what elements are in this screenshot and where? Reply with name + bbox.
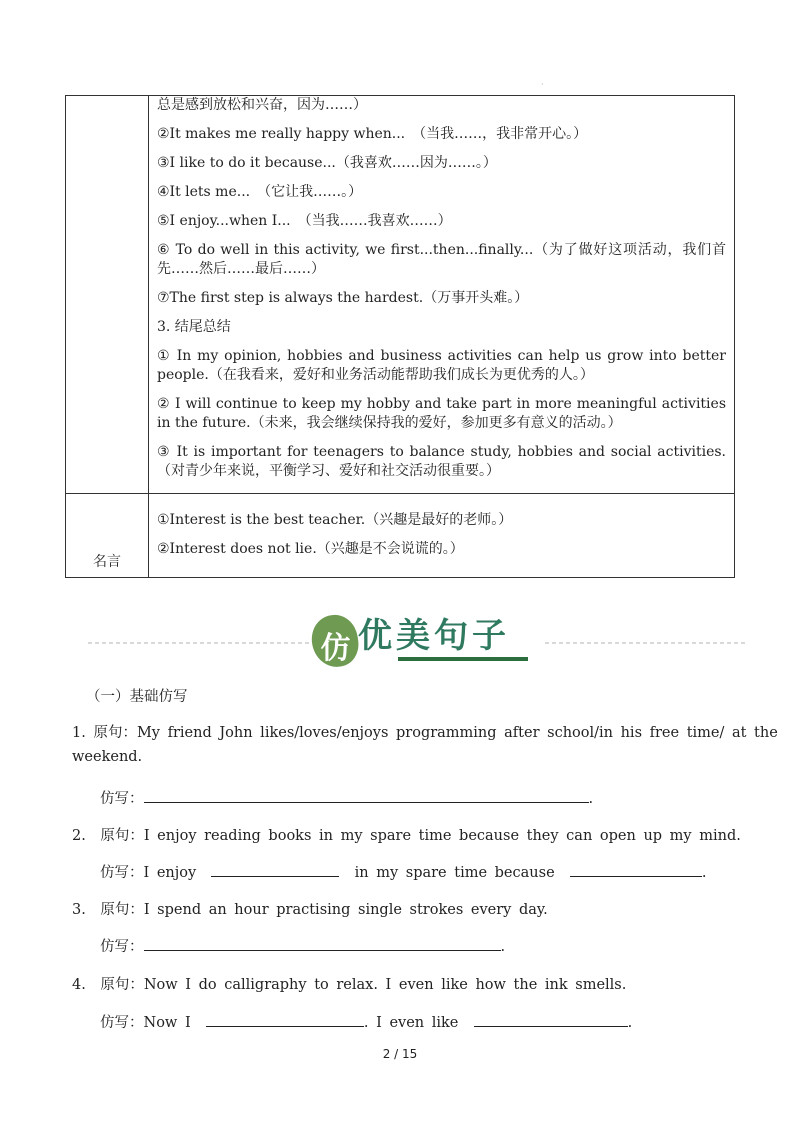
answer-blank[interactable] [144,788,589,803]
table-label-cell: 名言 [66,494,149,578]
table-content-cell [149,494,735,578]
dashed-divider [545,642,748,644]
section-heading [0,600,800,680]
phrase-line: ① In my opinion, hobbies and business activities can help us grow into better people.（在我看来，爱好和业务活动能帮助我们成长为更优秀的人。） [157,348,726,383]
imitate-text: . I even like [363,1015,459,1031]
badge-char: 仿 [320,630,351,666]
imitate-label: 仿写： [100,939,144,955]
imitate-text: in my spare time because [354,865,555,881]
table-row [66,494,735,578]
phrase-line: ② I will continue to keep my hobby and take part in more meaningful activities in the future.（未来，我会继续保持我的爱好，参加更多有意义的活动。） [157,396,726,431]
imitate-end: . [500,939,506,955]
title-underline [398,657,528,661]
page-number: 2 / 15 [382,1047,418,1061]
table-label-cell [66,96,149,494]
section-title: 优美句子 [358,616,510,656]
answer-blank[interactable] [474,1012,628,1027]
table-row [66,96,735,494]
original-text: I enjoy reading books in my spare time because they can open up my mind. [143,828,741,844]
quote-line: ②Interest does not lie.（兴趣是不会说谎的。） [157,541,464,557]
imitate-end: . [588,791,594,807]
phrase-line: ③I like to do it because...（我喜欢……因为……。） [157,155,497,171]
exercise-original-cont: weekend. [72,749,143,765]
answer-blank[interactable] [570,862,702,877]
imitate-label: 仿写： [100,1015,144,1031]
imitate-end: . [627,1015,633,1031]
original-text: My friend John likes/loves/enjoys programming after school/in his free time/ at the [136,725,778,741]
quote-line: ①Interest is the best teacher.（兴趣是最好的老师。） [157,512,513,528]
phrase-line: ⑤I enjoy...when I... （当我……我喜欢……） [157,213,452,229]
imitate-label: 仿写： [100,865,144,881]
original-text: Now I do calligraphy to relax. I even like how the ink smells. [143,977,627,993]
exercise-imitate [100,787,593,808]
exercise-imitate [100,935,505,956]
exercise-imitate [100,1011,632,1032]
phrase-line: ②It makes me really happy when... （当我……，我非常开心。） [157,126,588,142]
imitate-label: 仿写： [100,791,144,807]
exercise-original [72,824,741,845]
table-content-cell [149,96,735,494]
phrase-line: 总是感到放松和兴奋，因为……） [157,97,367,113]
phrase-line: ③ It is important for teenagers to balance study, hobbies and social activities.（对青少年来说，平衡学习、爱好和社交活动很重要。） [157,444,726,479]
section-subheading: 3. 结尾总结 [157,319,231,335]
top-mark: · [541,80,544,89]
imitate-text: I enjoy [143,865,197,881]
exercise-original [72,721,778,742]
answer-blank[interactable] [211,862,339,877]
subsection-title: （一）基础仿写 [86,689,188,705]
exercise-original [72,898,548,919]
phrase-line: ⑥ To do well in this activity, we first...then...finally...（为了做好这项活动，我们首先……然后……最后……） [157,242,726,277]
dashed-divider [88,642,310,644]
phrase-line: ④It lets me... （它让我……。） [157,184,363,200]
answer-blank[interactable] [206,1012,364,1027]
original-prefix: 4. 原句： [72,977,144,993]
imitate-end: . [701,865,707,881]
badge-icon [309,612,362,670]
answer-blank[interactable] [144,936,501,951]
original-prefix: 3. 原句： [72,902,144,918]
original-text: I spend an hour practising single strokes every day. [143,902,548,918]
phrase-line: ⑦The first step is always the hardest.（万事开头难。） [157,290,529,306]
exercise-imitate [100,861,706,882]
phrase-table [65,95,735,578]
original-prefix: 1. 原句： [72,725,137,741]
original-prefix: 2. 原句： [72,828,144,844]
imitate-text: Now I [143,1015,191,1031]
exercise-original [72,973,626,994]
